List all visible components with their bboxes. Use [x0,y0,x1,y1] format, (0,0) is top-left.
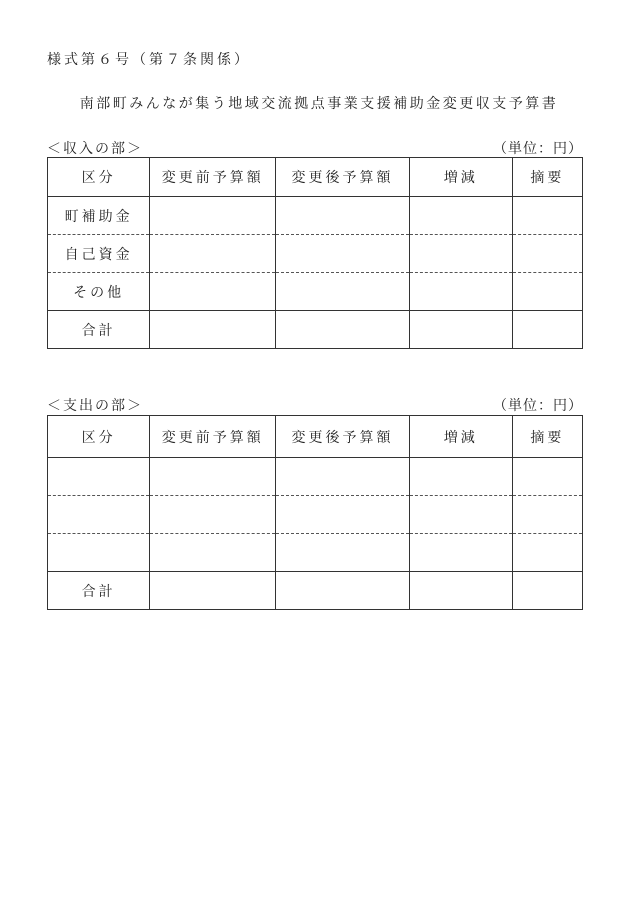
total-diff[interactable] [409,572,512,610]
income-header-row [48,158,583,197]
total-row [48,311,583,349]
expense-section-header [47,395,583,413]
cell-after[interactable] [276,534,409,572]
column-header-before: 変更前予算額 [150,416,276,458]
expense-section-label: ＜支出の部＞ [47,398,143,414]
cell-note[interactable] [512,273,582,311]
row-category: 自己資金 [48,235,150,273]
table-row [48,273,583,311]
income-section-header [47,138,583,156]
column-header-category: 区分 [48,416,150,458]
cell-note[interactable] [512,534,582,572]
column-header-diff: 増減 [409,158,512,197]
expense-unit-label: （単位：円） [493,398,583,414]
cell-diff[interactable] [409,197,512,235]
column-header-note: 摘要 [512,158,582,197]
table-row [48,235,583,273]
cell-after[interactable] [276,235,409,273]
table-row [48,458,583,496]
cell-note[interactable] [512,496,582,534]
cell-before[interactable] [150,458,276,496]
cell-after[interactable] [276,458,409,496]
total-before[interactable] [150,572,276,610]
form-number: 様式第６号（第７条関係） [47,52,251,68]
expense-table [47,415,583,610]
cell-diff[interactable] [409,235,512,273]
total-before[interactable] [150,311,276,349]
column-header-after: 変更後予算額 [276,158,409,197]
cell-note[interactable] [512,197,582,235]
cell-after[interactable] [276,197,409,235]
cell-note[interactable] [512,458,582,496]
total-after[interactable] [276,311,409,349]
column-header-after: 変更後予算額 [276,416,409,458]
table-row [48,496,583,534]
cell-diff[interactable] [409,273,512,311]
income-section-label: ＜収入の部＞ [47,141,143,157]
total-diff[interactable] [409,311,512,349]
row-category: その他 [48,273,150,311]
table-row [48,534,583,572]
total-label: 合計 [48,311,150,349]
row-category[interactable] [48,496,150,534]
total-after[interactable] [276,572,409,610]
cell-diff[interactable] [409,534,512,572]
income-table [47,157,583,349]
column-header-category: 区分 [48,158,150,197]
row-category[interactable] [48,534,150,572]
column-header-before: 変更前予算額 [150,158,276,197]
total-row [48,572,583,610]
cell-before[interactable] [150,273,276,311]
cell-after[interactable] [276,273,409,311]
column-header-note: 摘要 [512,416,582,458]
row-category[interactable] [48,458,150,496]
cell-diff[interactable] [409,496,512,534]
table-row [48,197,583,235]
total-note[interactable] [512,311,582,349]
cell-before[interactable] [150,534,276,572]
column-header-diff: 増減 [409,416,512,458]
expense-header-row [48,416,583,458]
cell-after[interactable] [276,496,409,534]
total-label: 合計 [48,572,150,610]
cell-before[interactable] [150,496,276,534]
cell-diff[interactable] [409,458,512,496]
cell-note[interactable] [512,235,582,273]
cell-before[interactable] [150,197,276,235]
total-note[interactable] [512,572,582,610]
income-unit-label: （単位：円） [493,141,583,157]
document-title: 南部町みんなが集う地域交流拠点事業支援補助金変更収支予算書 [79,96,559,112]
row-category: 町補助金 [48,197,150,235]
cell-before[interactable] [150,235,276,273]
